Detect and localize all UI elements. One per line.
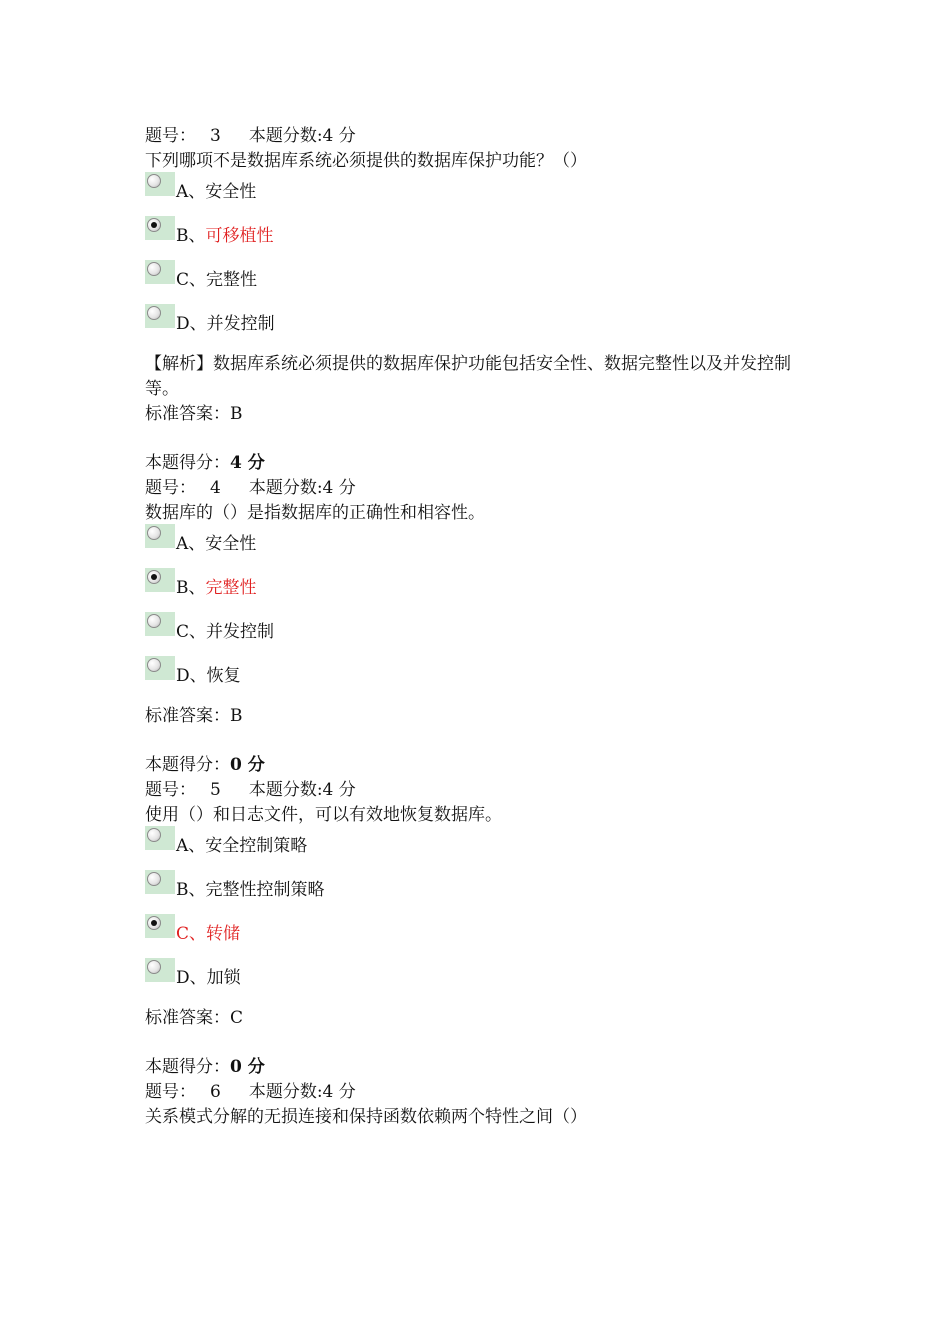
option-c[interactable]: C、完整性 xyxy=(145,268,825,293)
option-c[interactable]: C、转储 xyxy=(145,922,825,947)
question-text: 数据库的（）是指数据库的正确性和相容性。 xyxy=(145,503,485,523)
quiz-page xyxy=(145,124,825,1130)
score-obtained: 本题得分：4 分 xyxy=(145,453,265,473)
radio-button[interactable] xyxy=(145,958,175,982)
option-text: 恢复 xyxy=(206,666,241,686)
radio-button-checked[interactable] xyxy=(145,914,175,938)
radio-button[interactable] xyxy=(145,826,175,850)
option-text: 完整性控制策略 xyxy=(205,880,325,900)
radio-button[interactable] xyxy=(145,524,175,548)
score-value: 0 分 xyxy=(230,1057,265,1077)
radio-button[interactable] xyxy=(145,172,175,196)
option-text-selected: 完整性 xyxy=(205,578,257,598)
question-number: 4 xyxy=(210,478,221,498)
radio-button[interactable] xyxy=(145,260,175,284)
option-b[interactable]: B、完整性控制策略 xyxy=(145,878,825,903)
question-block xyxy=(145,476,825,778)
question-score: 本题分数:4 分 xyxy=(248,126,356,146)
option-c[interactable]: C、并发控制 xyxy=(145,620,825,645)
option-text: 并发控制 xyxy=(206,622,275,642)
standard-answer: 标准答案：B xyxy=(145,706,243,726)
option-b[interactable]: B、可移植性 xyxy=(145,224,825,249)
radio-button[interactable] xyxy=(145,870,175,894)
analysis-text: 【解析】数据库系统必须提供的数据库保护功能包括安全性、数据完整性以及并发控制等。 xyxy=(145,354,791,399)
question-score: 本题分数:4 分 xyxy=(248,1082,356,1102)
option-d[interactable]: D、并发控制 xyxy=(145,312,825,337)
question-score: 本题分数:4 分 xyxy=(248,478,356,498)
question-text: 关系模式分解的无损连接和保持函数依赖两个特性之间（） xyxy=(145,1107,587,1127)
option-a[interactable]: A、安全性 xyxy=(145,180,825,205)
question-number: 6 xyxy=(210,1082,221,1102)
question-block xyxy=(145,778,825,1080)
question-score: 本题分数:4 分 xyxy=(248,780,356,800)
question-text: 下列哪项不是数据库系统必须提供的数据库保护功能？（） xyxy=(145,151,587,171)
option-text: 并发控制 xyxy=(206,314,275,334)
option-text-selected: 转储 xyxy=(206,924,241,944)
option-text: 安全性 xyxy=(205,534,257,554)
score-value: 0 分 xyxy=(230,755,265,775)
option-text: 加锁 xyxy=(206,968,241,988)
question-number: 5 xyxy=(210,780,221,800)
standard-answer: 标准答案：C xyxy=(145,1008,244,1028)
option-d[interactable]: D、加锁 xyxy=(145,966,825,991)
question-number-label: 题号： xyxy=(145,478,196,498)
option-text: 完整性 xyxy=(206,270,258,290)
question-number: 3 xyxy=(210,126,221,146)
question-header xyxy=(145,1080,825,1105)
standard-answer: 标准答案：B xyxy=(145,404,243,424)
option-a[interactable]: A、安全控制策略 xyxy=(145,834,825,859)
question-header xyxy=(145,124,825,149)
option-text: 安全控制策略 xyxy=(205,836,308,856)
question-number-label: 题号： xyxy=(145,1082,196,1102)
question-number-label: 题号： xyxy=(145,126,196,146)
radio-button-checked[interactable] xyxy=(145,216,175,240)
question-block xyxy=(145,1080,825,1130)
score-obtained: 本题得分：0 分 xyxy=(145,755,265,775)
radio-button[interactable] xyxy=(145,304,175,328)
option-a[interactable]: A、安全性 xyxy=(145,532,825,557)
score-value: 4 分 xyxy=(230,453,265,473)
radio-button[interactable] xyxy=(145,656,175,680)
question-header xyxy=(145,778,825,803)
radio-button-checked[interactable] xyxy=(145,568,175,592)
option-text: 安全性 xyxy=(205,182,257,202)
question-block xyxy=(145,124,825,476)
question-text: 使用（）和日志文件，可以有效地恢复数据库。 xyxy=(145,805,502,825)
score-obtained: 本题得分：0 分 xyxy=(145,1057,265,1077)
radio-button[interactable] xyxy=(145,612,175,636)
option-d[interactable]: D、恢复 xyxy=(145,664,825,689)
question-header xyxy=(145,476,825,501)
option-b[interactable]: B、完整性 xyxy=(145,576,825,601)
question-number-label: 题号： xyxy=(145,780,196,800)
option-text-selected: 可移植性 xyxy=(205,226,274,246)
